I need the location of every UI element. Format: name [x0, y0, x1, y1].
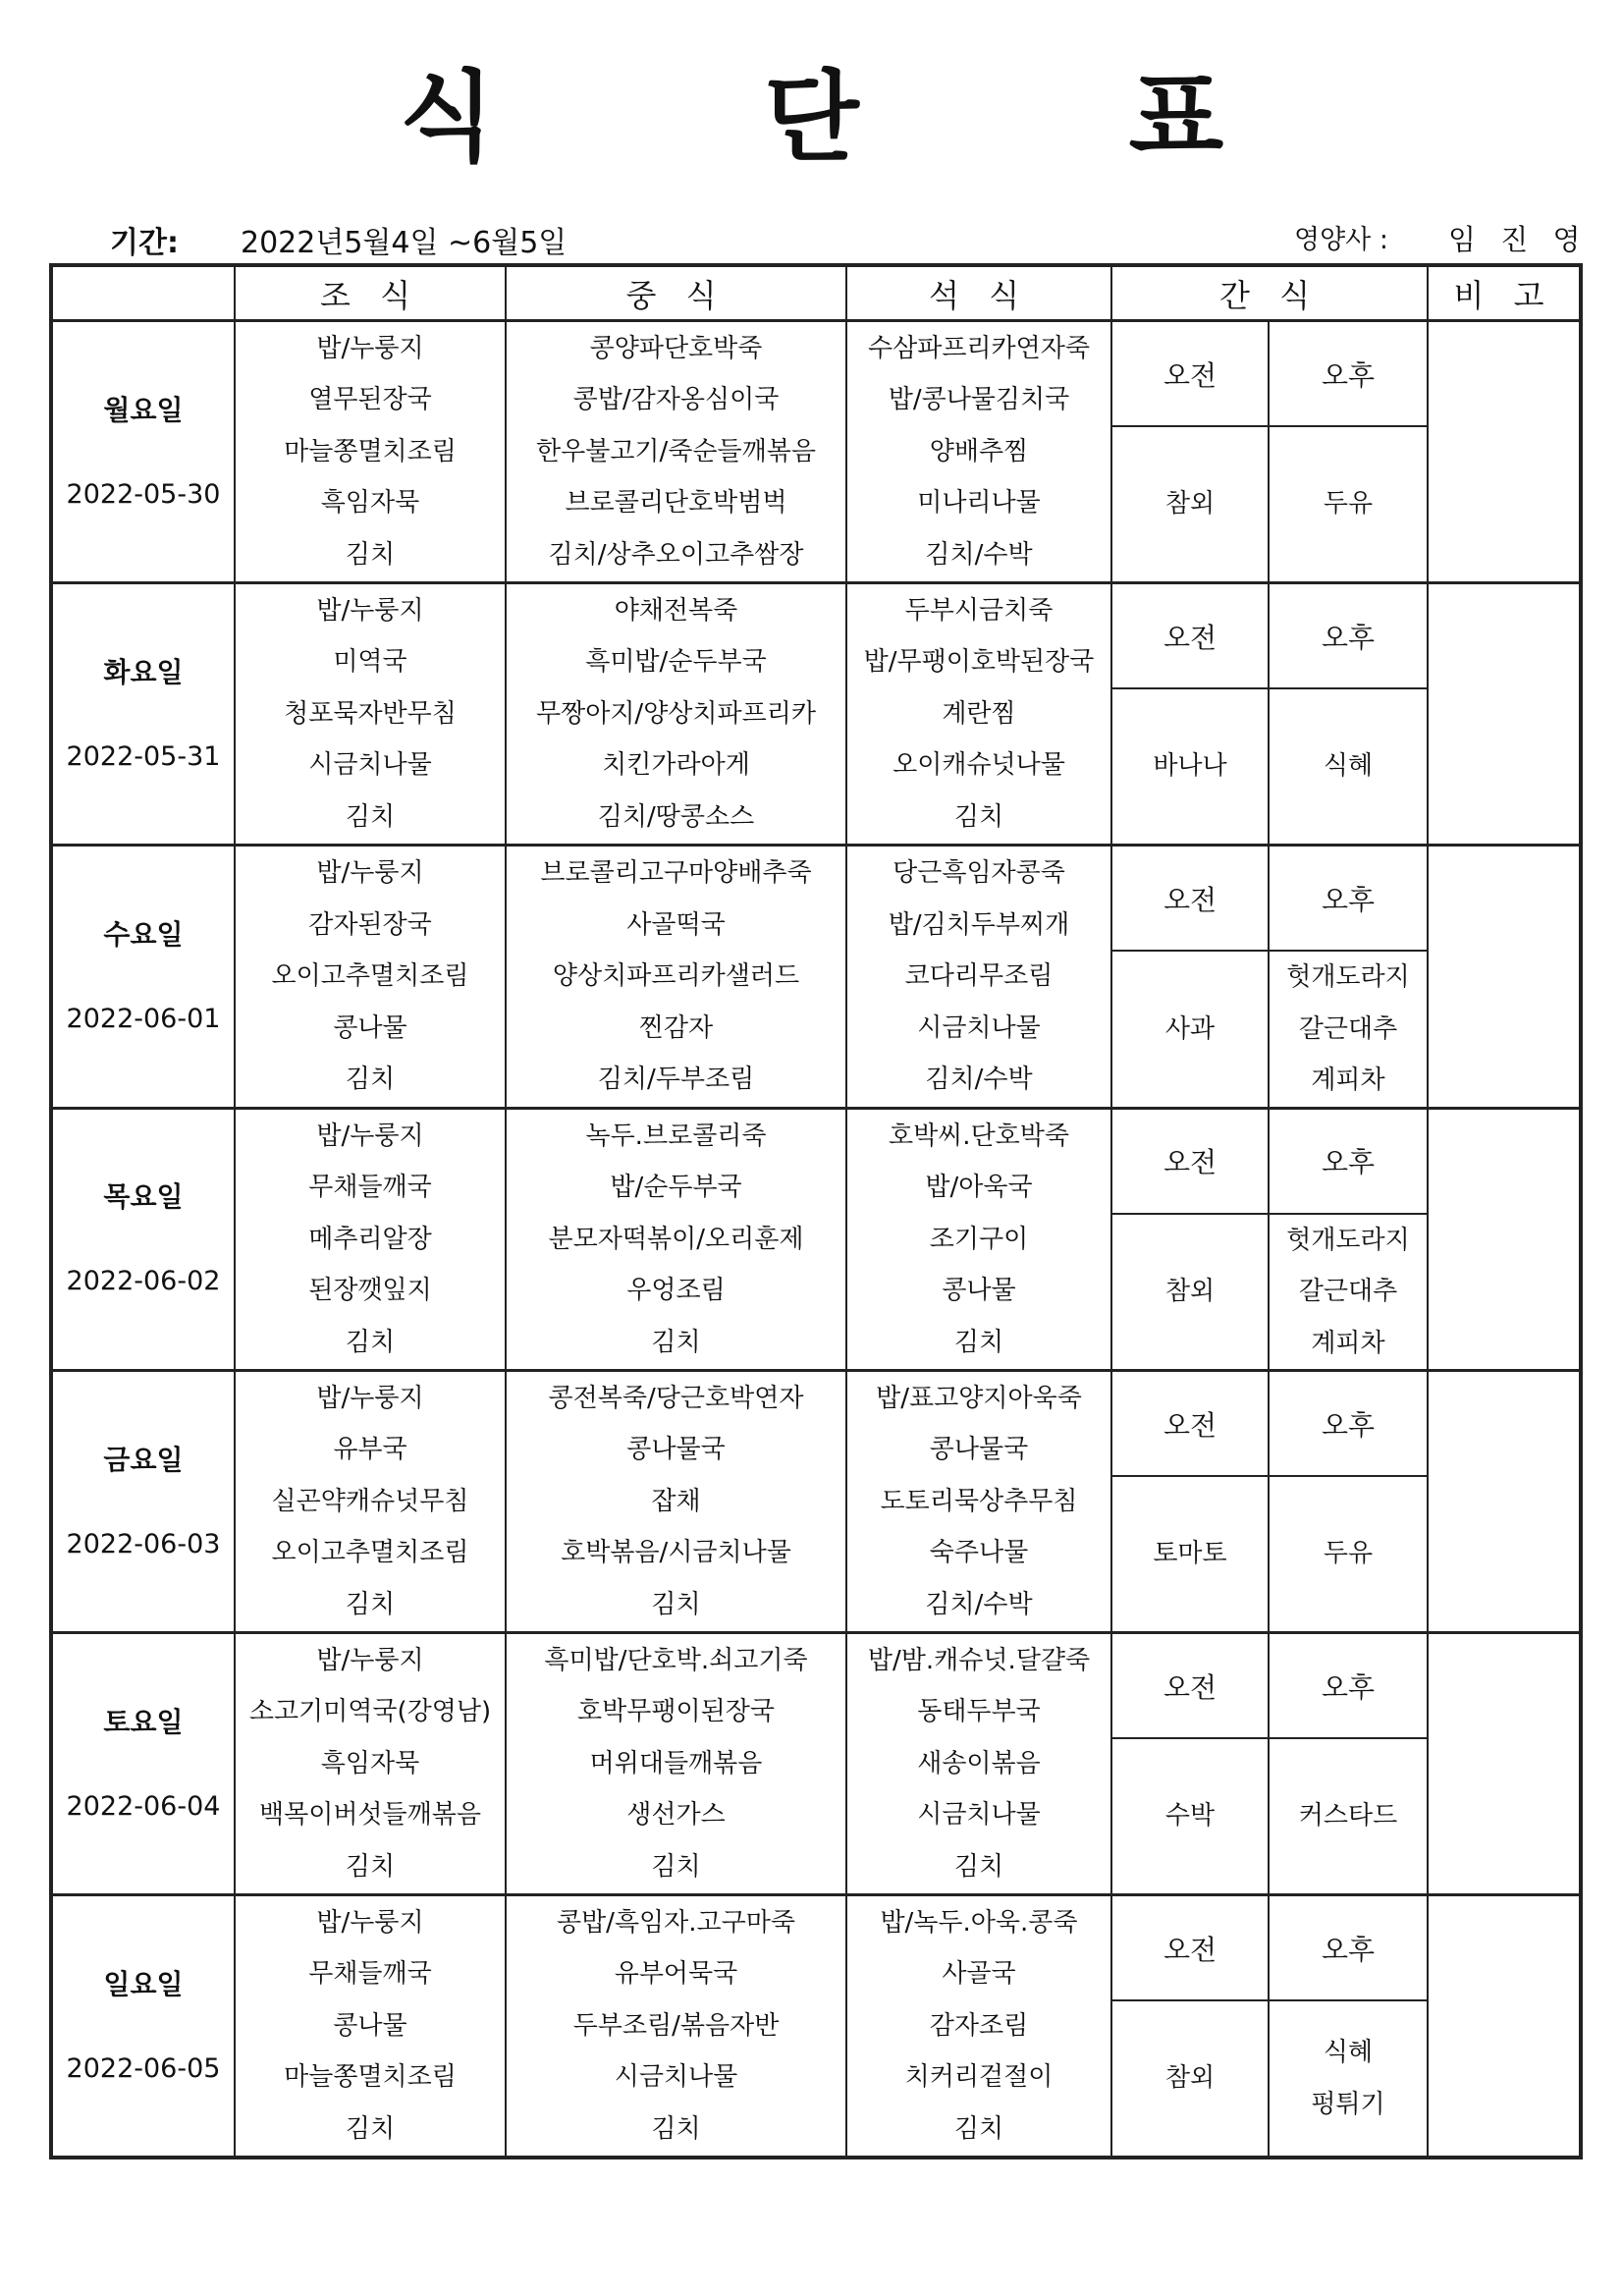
- lunch-item: 김치: [651, 1589, 701, 1619]
- note-cell: [1428, 583, 1581, 846]
- lunch-item: 브로콜리단호박범벅: [565, 488, 787, 519]
- dinner-item: 호박씨.단호박죽: [888, 1121, 1070, 1151]
- dinner-item: 양배추찜: [929, 436, 1029, 466]
- day-row: [51, 583, 1581, 689]
- dinner-item: 김치: [953, 1327, 1004, 1357]
- snack-pm-item: 헛개도라지: [1286, 1225, 1410, 1255]
- header-breakfast: 조 식: [235, 265, 506, 321]
- snack-am-item: 참외: [1164, 1277, 1216, 1306]
- lunch-cell: [506, 1371, 846, 1633]
- lunch-item: 김치: [651, 2113, 701, 2144]
- dinner-item: 밥/아욱국: [925, 1173, 1033, 1202]
- breakfast-item: 김치: [345, 1589, 396, 1619]
- breakfast-item: 밥/누룽지: [316, 595, 424, 626]
- lunch-item: 양상치파프리카샐러드: [552, 961, 800, 991]
- lunch-item: 시금치나물: [614, 2062, 738, 2093]
- dinner-cell: [846, 321, 1111, 583]
- dinner-item: 도토리묵상추무침: [880, 1486, 1078, 1516]
- day-row: [51, 846, 1581, 952]
- breakfast-item: 밥/누룽지: [316, 1121, 424, 1151]
- dinner-cell: [846, 846, 1111, 1109]
- snack-am-item: 바나나: [1153, 751, 1227, 782]
- period-value: 2022년5월4일 ~6월5일: [241, 226, 568, 260]
- day-name: 화요일: [103, 655, 184, 688]
- dinner-item: 밥/밤.캐슈넛.달걀죽: [867, 1645, 1091, 1675]
- breakfast-cell: [235, 321, 506, 583]
- note-cell: [1428, 321, 1581, 583]
- dinner-item: 감자조림: [929, 2010, 1029, 2041]
- dinner-item: 수삼파프리카연자죽: [867, 333, 1091, 363]
- dinner-item: 시금치나물: [917, 1800, 1041, 1831]
- breakfast-item: 김치: [345, 1851, 396, 1882]
- menu-table: [49, 263, 1583, 2159]
- header-lunch: 중 식: [506, 265, 846, 321]
- snack-am-cell: [1111, 951, 1269, 1108]
- snack-am-cell: [1111, 1476, 1269, 1633]
- breakfast-item: 감자된장국: [308, 909, 432, 940]
- note-cell: [1428, 846, 1581, 1109]
- day-name: 토요일: [103, 1705, 184, 1738]
- breakfast-item: 마늘쫑멸치조림: [284, 436, 457, 466]
- breakfast-item: 미역국: [333, 647, 407, 678]
- breakfast-cell: [235, 583, 506, 846]
- lunch-item: 무짱아지/양상치파프리카: [535, 698, 817, 729]
- day-row: [51, 1371, 1581, 1477]
- breakfast-cell: [235, 846, 506, 1109]
- snack-pm-item: 커스타드: [1298, 1801, 1398, 1831]
- day-row: [51, 321, 1581, 427]
- lunch-item: 콩나물국: [626, 1435, 726, 1465]
- note-cell: [1428, 1371, 1581, 1633]
- snack-pm-item: 식혜: [1323, 2038, 1374, 2067]
- breakfast-item: 밥/누룽지: [316, 333, 424, 363]
- day-date: 2022-06-02: [66, 1266, 221, 1297]
- snack-pm-item: 펑튀기: [1311, 2089, 1385, 2119]
- snack-pm-item: 계피차: [1311, 1066, 1385, 1095]
- dietitian-name: 임 진 영: [1448, 223, 1589, 256]
- dinner-item: 김치: [953, 1851, 1004, 1882]
- dinner-item: 김치/수박: [925, 539, 1033, 570]
- day-cell: [51, 321, 235, 583]
- dinner-item: 두부시금치죽: [904, 595, 1054, 626]
- dinner-cell: [846, 1371, 1111, 1633]
- snack-am-cell: [1111, 1738, 1269, 1895]
- lunch-item: 콩양파단호박죽: [589, 333, 763, 363]
- breakfast-cell: [235, 1108, 506, 1371]
- dinner-item: 미나리나물: [917, 488, 1041, 519]
- dinner-item: 밥/표고양지아욱죽: [876, 1383, 1082, 1413]
- snack-am-label: 오전: [1111, 1108, 1269, 1214]
- day-row: [51, 1633, 1581, 1739]
- snack-pm-label: 오후: [1269, 321, 1428, 427]
- dinner-item: 오이캐슈넛나물: [893, 750, 1065, 781]
- breakfast-item: 청포묵자반무침: [284, 698, 457, 729]
- dinner-item: 조기구이: [929, 1224, 1029, 1254]
- dinner-item: 계란찜: [942, 698, 1016, 729]
- snack-am-label: 오전: [1111, 321, 1269, 427]
- header-note: 비 고: [1428, 265, 1581, 321]
- day-name: 금요일: [103, 1443, 184, 1476]
- dinner-item: 사골국: [942, 1959, 1016, 1990]
- snack-pm-item: 갈근대추: [1298, 1013, 1398, 1044]
- page-title: 식 단 표: [399, 60, 1342, 175]
- snack-pm-label: 오후: [1269, 846, 1428, 952]
- snack-am-item: 참외: [1164, 489, 1216, 519]
- header-dinner: 석 식: [846, 265, 1111, 321]
- dinner-item: 숙주나물: [929, 1538, 1029, 1568]
- breakfast-item: 열무된장국: [308, 385, 432, 415]
- lunch-item: 생선가스: [626, 1800, 726, 1831]
- dinner-item: 김치/수박: [925, 1589, 1033, 1619]
- snack-am-item: 참외: [1164, 2063, 1216, 2094]
- snack-am-cell: [1111, 426, 1269, 583]
- day-cell: [51, 1633, 235, 1895]
- snack-pm-item: 헛개도라지: [1286, 962, 1410, 992]
- breakfast-item: 김치: [345, 1065, 396, 1094]
- lunch-item: 야채전복죽: [614, 595, 738, 626]
- lunch-item: 잡채: [651, 1486, 701, 1516]
- breakfast-item: 김치: [345, 1327, 396, 1357]
- breakfast-item: 무채들깨국: [308, 1959, 432, 1990]
- dinner-item: 밥/김치두부찌개: [888, 909, 1070, 940]
- lunch-cell: [506, 1895, 846, 2159]
- breakfast-item: 오이고추멸치조림: [271, 961, 469, 991]
- breakfast-cell: [235, 1895, 506, 2159]
- lunch-item: 콩밥/감자옹심이국: [572, 385, 780, 415]
- day-cell: [51, 583, 235, 846]
- breakfast-item: 김치: [345, 2113, 396, 2144]
- dietitian-label: 영양사 :: [1294, 225, 1388, 255]
- day-cell: [51, 846, 235, 1109]
- dinner-item: 동태두부국: [917, 1697, 1041, 1727]
- dinner-item: 콩나물: [942, 1276, 1016, 1305]
- day-cell: [51, 1895, 235, 2159]
- lunch-item: 흑미밥/단호박.쇠고기죽: [544, 1645, 808, 1675]
- snack-am-label: 오전: [1111, 583, 1269, 689]
- dinner-cell: [846, 1895, 1111, 2159]
- lunch-item: 콩전복죽/당근호박연자: [548, 1383, 804, 1413]
- snack-am-label: 오전: [1111, 1895, 1269, 2001]
- dinner-cell: [846, 1108, 1111, 1371]
- snack-pm-label: 오후: [1269, 583, 1428, 689]
- snack-pm-label: 오후: [1269, 1108, 1428, 1214]
- snack-pm-item: 두유: [1323, 1539, 1374, 1569]
- day-name: 수요일: [103, 917, 184, 951]
- snack-am-label: 오전: [1111, 846, 1269, 952]
- dinner-item: 밥/무팽이호박된장국: [863, 647, 1095, 678]
- lunch-item: 우엉조림: [626, 1276, 726, 1305]
- lunch-item: 치킨가라아게: [602, 750, 750, 781]
- header-day: [51, 265, 235, 321]
- snack-pm-label: 오후: [1269, 1895, 1428, 2001]
- snack-pm-label: 오후: [1269, 1371, 1428, 1477]
- breakfast-item: 백목이버섯들깨볶음: [258, 1800, 482, 1831]
- snack-pm-cell: [1269, 2000, 1428, 2158]
- lunch-item: 김치/땅콩소스: [597, 801, 755, 832]
- day-cell: [51, 1371, 235, 1633]
- lunch-item: 호박볶음/시금치나물: [561, 1538, 791, 1568]
- dinner-item: 콩나물국: [929, 1435, 1029, 1465]
- snack-am-label: 오전: [1111, 1371, 1269, 1477]
- lunch-cell: [506, 583, 846, 846]
- lunch-item: 김치/두부조림: [597, 1065, 755, 1094]
- dinner-item: 새송이볶음: [917, 1748, 1041, 1778]
- lunch-item: 사골떡국: [626, 909, 726, 940]
- note-cell: [1428, 1895, 1581, 2159]
- snack-am-cell: [1111, 688, 1269, 846]
- breakfast-item: 실곤약캐슈넛무침: [271, 1486, 469, 1516]
- day-date: 2022-06-05: [66, 2052, 221, 2084]
- snack-pm-label: 오후: [1269, 1633, 1428, 1739]
- breakfast-item: 콩나물: [333, 1012, 407, 1043]
- lunch-item: 녹두.브로콜리죽: [585, 1121, 767, 1151]
- snack-pm-item: 식혜: [1323, 751, 1374, 782]
- day-row: [51, 1108, 1581, 1214]
- snack-am-item: 사과: [1164, 1013, 1216, 1044]
- snack-pm-cell: [1269, 1214, 1428, 1371]
- dinner-cell: [846, 1633, 1111, 1895]
- breakfast-item: 오이고추멸치조림: [271, 1538, 469, 1568]
- lunch-item: 두부조림/볶음자반: [572, 2010, 780, 2041]
- breakfast-item: 밥/누룽지: [316, 1383, 424, 1413]
- breakfast-item: 김치: [345, 539, 396, 570]
- snack-am-cell: [1111, 2000, 1269, 2158]
- day-cell: [51, 1108, 235, 1371]
- note-cell: [1428, 1108, 1581, 1371]
- lunch-item: 머위대들깨볶음: [589, 1748, 763, 1778]
- day-row: [51, 1895, 1581, 2001]
- dinner-cell: [846, 583, 1111, 846]
- period-label: 기간:: [110, 226, 179, 260]
- lunch-item: 김치/상추오이고추쌈장: [548, 539, 804, 570]
- lunch-item: 브로콜리고구마양배추죽: [540, 858, 812, 888]
- snack-pm-item: 두유: [1323, 489, 1374, 519]
- day-date: 2022-05-30: [66, 478, 221, 510]
- lunch-item: 밥/순두부국: [610, 1173, 742, 1202]
- dinner-item: 시금치나물: [917, 1012, 1041, 1043]
- snack-pm-cell: [1269, 1738, 1428, 1895]
- note-cell: [1428, 1633, 1581, 1895]
- lunch-cell: [506, 1108, 846, 1371]
- lunch-item: 찐감자: [638, 1012, 714, 1043]
- dinner-item: 밥/콩나물김치국: [888, 385, 1070, 415]
- snack-am-item: 토마토: [1153, 1539, 1227, 1569]
- dinner-item: 코다리무조림: [904, 961, 1054, 991]
- day-name: 목요일: [103, 1180, 184, 1214]
- dinner-item: 김치: [953, 801, 1004, 832]
- day-date: 2022-06-03: [66, 1528, 221, 1559]
- day-date: 2022-05-31: [66, 740, 221, 772]
- lunch-item: 콩밥/흑임자.고구마죽: [556, 1907, 796, 1938]
- breakfast-item: 마늘쫑멸치조림: [284, 2062, 457, 2093]
- dinner-item: 치커리겉절이: [904, 2062, 1054, 2093]
- day-name: 일요일: [103, 1967, 184, 2000]
- lunch-cell: [506, 321, 846, 583]
- lunch-cell: [506, 1633, 846, 1895]
- lunch-item: 유부어묵국: [614, 1959, 738, 1990]
- breakfast-item: 콩나물: [333, 2010, 407, 2041]
- breakfast-item: 김치: [345, 801, 396, 832]
- lunch-item: 한우불고기/죽순들깨볶음: [535, 436, 817, 466]
- header-row: [51, 265, 1581, 321]
- day-date: 2022-06-04: [66, 1790, 221, 1822]
- lunch-cell: [506, 846, 846, 1109]
- breakfast-item: 밥/누룽지: [316, 1907, 424, 1938]
- snack-pm-item: 계피차: [1311, 1328, 1385, 1358]
- header-snack: 간 식: [1111, 265, 1428, 321]
- breakfast-item: 밥/누룽지: [316, 1645, 424, 1675]
- snack-am-cell: [1111, 1214, 1269, 1371]
- lunch-item: 분모자떡볶이/오리훈제: [548, 1224, 804, 1254]
- snack-pm-item: 갈근대추: [1298, 1277, 1398, 1306]
- dinner-item: 밥/녹두.아욱.콩죽: [880, 1907, 1078, 1938]
- lunch-item: 흑미밥/순두부국: [585, 647, 767, 678]
- breakfast-cell: [235, 1633, 506, 1895]
- breakfast-item: 흑임자묵: [320, 1748, 420, 1778]
- breakfast-item: 흑임자묵: [320, 488, 420, 519]
- snack-pm-cell: [1269, 1476, 1428, 1633]
- breakfast-item: 소고기미역국(강영남): [248, 1697, 492, 1727]
- snack-am-label: 오전: [1111, 1633, 1269, 1739]
- dinner-item: 김치/수박: [925, 1065, 1033, 1094]
- lunch-item: 김치: [651, 1327, 701, 1357]
- snack-pm-cell: [1269, 951, 1428, 1108]
- day-date: 2022-06-01: [66, 1003, 221, 1034]
- breakfast-item: 시금치나물: [308, 750, 432, 781]
- breakfast-item: 유부국: [333, 1435, 407, 1465]
- breakfast-item: 메추리알장: [308, 1224, 432, 1254]
- menu-body: [51, 321, 1581, 2159]
- snack-pm-cell: [1269, 688, 1428, 846]
- snack-am-item: 수박: [1164, 1801, 1216, 1831]
- breakfast-cell: [235, 1371, 506, 1633]
- lunch-item: 김치: [651, 1851, 701, 1882]
- dinner-item: 당근흑임자콩죽: [893, 858, 1065, 888]
- dinner-item: 김치: [953, 2113, 1004, 2144]
- lunch-item: 호박무팽이된장국: [577, 1697, 775, 1727]
- breakfast-item: 된장깻잎지: [308, 1276, 432, 1305]
- breakfast-item: 밥/누룽지: [316, 858, 424, 888]
- snack-pm-cell: [1269, 426, 1428, 583]
- day-name: 월요일: [103, 393, 184, 426]
- breakfast-item: 무채들깨국: [308, 1173, 432, 1202]
